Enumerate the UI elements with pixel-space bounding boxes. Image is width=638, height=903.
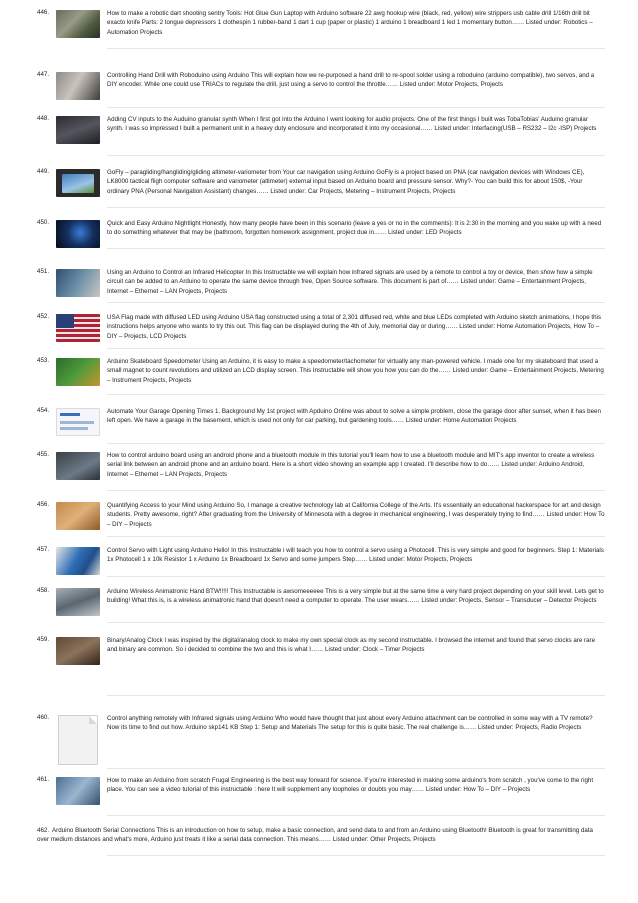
item-number: 451. [37,268,50,275]
item-number: 459. [37,636,50,643]
project-description[interactable]: How to control arduino board using an android phone and a bluetooth module In this tutorial you'll learn how to use a bluetooth module and MIT's app inventor to create a wireless serial link between an android phone and an arduino board. Here is a short video showing an example app I created. I'll describe how to do…… Listed under: Arduino Android, Internet – Ethernet – LAN Projects, Projects [107,452,595,478]
project-thumbnail[interactable] [56,408,100,436]
divider [107,107,605,108]
divider [107,855,605,856]
project-description[interactable] [37,826,603,845]
project-thumbnail[interactable] [56,269,100,297]
item-number: 454. [37,407,50,414]
project-description[interactable]: Control anything remotely with Infrared signals using Arduino Who would have thought that just about every Arduino attachment can be controlled in some way with a TV remote? Now its time to find out how. Arduino skp141 KB Step 1: Setup and Materials The setup for this is quite basic. The real challenge is…… Listed under: Projects, Radio Projects [107,715,593,732]
divider [107,248,605,249]
project-description[interactable]: Arduino Skateboard Speedometer Using an Arduino, it is easy to make a speedometer/tachometer for virtually any man-powered vehicle. I made one for my skateboard that used a small magnet to count revolutions and utilized an LCD display screen. This Instructable will show you how you can do the…… Listed under: Game – Entertainment Projects, Metering – Instrument Projects, Projects [107,358,604,384]
item-number: 450. [37,219,50,226]
divider [107,302,605,303]
project-description[interactable]: GoFly – paragliding/hangliding/gliding altimeter-variometer from Your car navigation using Arduino GoFly is a project based on PNA (car navigation devices with Windows CE), LK8000 tactical fligh computer software and variometer (altimeter) external input based on Arduino board and pressure sensor. Why?- You can build this for about 150$, -Your ordinary PNA (Personal Navigation Assistant) changes…… Listed under: Car Projects, Metering – Instrument Projects, Projects [107,169,585,195]
project-thumbnail[interactable] [56,452,100,480]
item-number: 456. [37,501,50,508]
project-thumbnail[interactable] [56,637,100,665]
project-thumbnail[interactable] [58,715,98,765]
project-thumbnail[interactable] [56,358,100,386]
project-thumbnail[interactable] [56,502,100,530]
item-number: 452. [37,313,50,320]
item-number: 449. [37,168,50,175]
project-thumbnail[interactable] [56,777,100,805]
project-description[interactable]: How to make a robotic dart shooting sentry Tools: Hot Glue Gun Laptop with Arduino software 22 awg hookup wire (black, red, yellow) wire strippers usb cable drill 1/16th drill bit exacto knife Parts: 2 tongue depressors 1 clothespin 1 rubber-band 1 dart 1 cup (paper or plastic) 1 arduino 1 breadboard 1 led 1 momentary button…… Listed under: Robotics – Automation Projects [107,10,593,36]
project-description[interactable]: Control Servo with Light using Arduino Hello! In this Instructable i will teach you how to control a servo using a Photocell. This is very simple and good for beginners. Step 1: Materials 1x Photocell 1 x 10k Resistor 1 x Arduino 1x Breadboard 1x Servo and some jumpers Step…… Listed under: Motor Projects, Projects [107,547,604,564]
divider [107,443,605,444]
item-number: 455. [37,451,50,458]
item-number: 447. [37,71,50,78]
project-thumbnail[interactable] [56,588,100,616]
project-thumbnail[interactable] [56,10,100,38]
project-thumbnail[interactable] [56,169,100,197]
item-number: 460. [37,714,50,721]
project-description[interactable]: Automate Your Garage Opening Times 1. Background My 1st project with Apduino Online was about to solve a simple problem, close the garage door after sunset, when it has been left open. We have a garage in the basement, which is used not only for car parking, but gardening tools…… Listed under: Home Automation Projects [107,408,601,425]
project-description[interactable]: Using an Arduino to Control an Infrared Helicopter In this Instructable we will explain how infrared signals are used by a remote to control a toy or device, then show how a simple circuit can be added to an Arduino to operate the same device through free, Open Source software. This document is part of…… Listed under: Game – Entertainment Projects, Internet – Ethernet – LAN Projects, Projects [107,269,593,295]
project-thumbnail[interactable] [56,72,100,100]
divider [107,155,605,156]
item-number: 458. [37,587,50,594]
item-number: 461. [37,776,50,783]
project-description[interactable]: Controlling Hand Drill with Roboduino using Arduino This will explain how we re-purposed a hand drill to re-spool solder using a roboduino (arduino compatible), two servos, and a DIY encoder. While one could use TRIACs to regulate the drill, just using a servo to control the throttle…… Listed under: Motor Projects, Projects [107,72,595,89]
project-description[interactable]: How to make an Arduino from scratch Frugal Engineering is the best way forward for science. If you're interested in making some arduino's from scratch , you've come to the right place. You can see a video tutorial of this instructable : here It will supplement any loopholes or doubts you may…… Listed under: How To – DIY – Projects [107,777,594,794]
divider [107,490,605,491]
project-description[interactable]: Adding CV inputs to the Auduino granular synth When I first got into the Arduino I went looking for audio projects. One of the first things I built was TobaTobias' Auduino granular synth. I was so impressed I built a permanent unit in a heavy duty enclosure and incorporated it into my occasional…… Listed under: Interfacing(USB – RS232 – I2c -ISP) Projects [107,116,597,133]
project-description[interactable]: Binary/Analog Clock I was inspired by the digital/analog clock to make my own special clock as my second instructable. I browsed the internet and found that servo clocks are rare and binary are common. So i decided to combine the two and this is what I…… Listed under: Clock – Timer Projects [107,637,596,654]
divider [107,394,605,395]
divider [107,348,605,349]
project-description-text: Arduino Bluetooth Serial Connections This is an introduction on how to setup, make a basic connection, and send data to and from an Arduino using Bluetooth! Bluetooth is great for transmitting data over medium distances and what's more, Arduino just treats it like a serial data connection. This means…… Listed under: Other Projects, Projects [37,827,593,844]
divider [107,815,605,816]
divider [107,695,605,696]
divider [107,536,605,537]
project-description[interactable]: Arduino Wireless Animatronic Hand BTW!!!!! This Instructable is awsomeeeeee This is a very simple but at the same time a very hard project depending on your skill level. Lets get to building! What this is, is a wireless animatronic hand that doesn't need a computer to operate. The user wears…… Listed under: Projects, Sensor – Transducer – Detector Projects [107,588,604,605]
item-number: 448. [37,115,50,122]
project-description[interactable]: USA Flag made with diffused LED using Arduino USA flag constructed using a total of 2,301 diffused red, white and blue LEDs completed with Arduino sketch animations, I hope this instructions helps anyone who wants to try this out. This flag can be displayed during the 4th of July, memorial day or during…… Listed under: Home Automation Projects, How To – DIY – Projects, LCD Projects [107,314,602,340]
project-thumbnail[interactable] [56,314,100,342]
project-description[interactable]: Quick and Easy Arduino Nightlight Honestly, how many people have been in this scenario (leave a yes or no in the comments): It is 2:30 in the morning and you wake up with a need to do something whatever that may be (bathroom, forgotten homework assignment, project due in…… Listed under: LED Projects [107,220,602,237]
project-thumbnail[interactable] [56,220,100,248]
item-number: 446. [37,9,50,16]
item-number: 457. [37,546,50,553]
project-thumbnail[interactable] [56,116,100,144]
item-number: 453. [37,357,50,364]
divider [107,768,605,769]
divider [107,48,605,49]
project-thumbnail[interactable] [56,547,100,575]
divider [107,207,605,208]
item-number: 462. [37,827,50,834]
project-description[interactable]: Quantifying Access to your Mind using Arduino So, I manage a creative technology lab at California College of the Arts. It's essentially an educational hackerspace for art and design students. Pretty awesome, right? After graduating from the University of Minnesota with a degree in mechanical engineering, I was desperately trying to find…… Listed under: How To – DIY – Projects [107,502,605,528]
divider [107,622,605,623]
divider [107,576,605,577]
